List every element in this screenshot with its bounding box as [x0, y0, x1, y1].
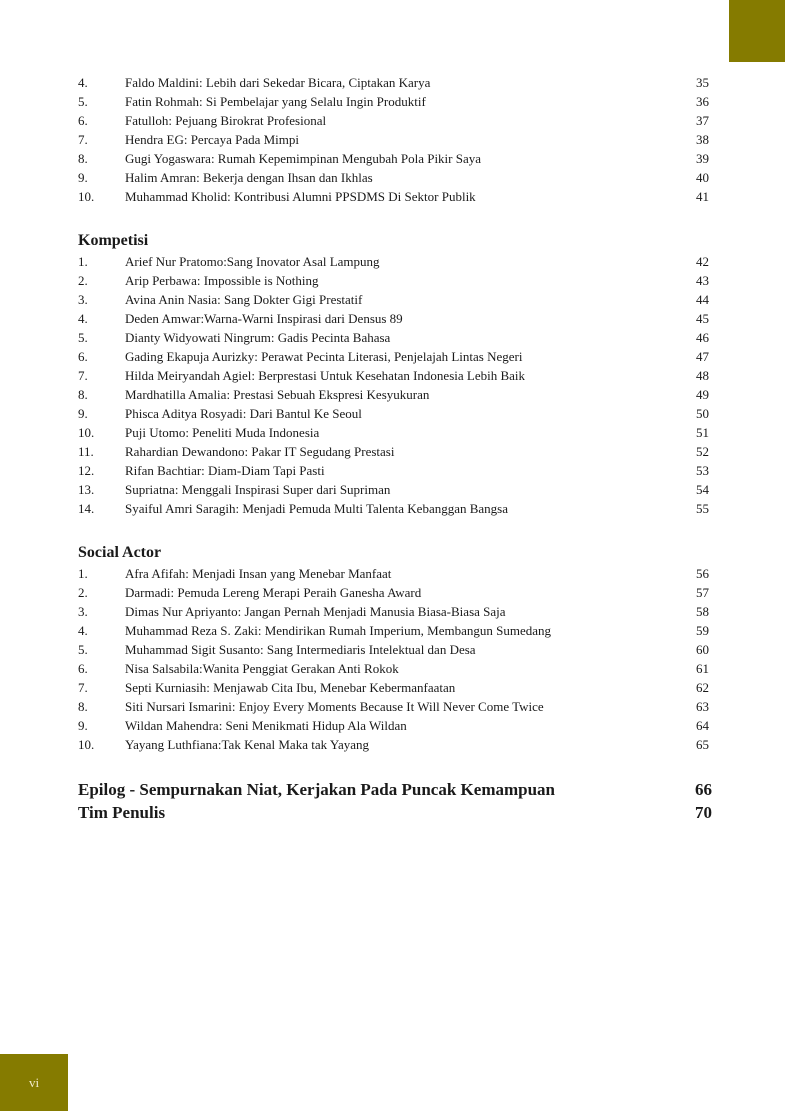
entry-page: 61 [696, 661, 709, 676]
toc-entry[interactable] [78, 404, 712, 423]
entry-page: 59 [696, 623, 709, 638]
entry-number: 4. [78, 623, 88, 638]
entry-number: 5. [78, 330, 88, 345]
entry-title: Hendra EG: Percaya Pada Mimpi [125, 132, 300, 147]
entry-page: 65 [696, 737, 709, 752]
footer-entries [78, 778, 712, 824]
toc-entry[interactable] [78, 252, 712, 271]
entry-number: 10. [78, 189, 95, 204]
entry-page: 46 [696, 330, 709, 345]
entry-title: Hilda Meiryandah Agiel: Berprestasi Untuk Kesehatan Indonesia Lebih Baik [125, 368, 526, 383]
entry-number: 8. [78, 151, 88, 166]
entry-title: Muhammad Kholid: Kontribusi Alumni PPSDMS Di Sektor Publik [125, 189, 476, 204]
section-title: Kompetisi [78, 232, 149, 249]
entry-number: 7. [78, 368, 88, 383]
entry-title: Muhammad Sigit Susanto: Sang Intermediaris Intelektual dan Desa [125, 642, 476, 657]
entry-page: 62 [696, 680, 709, 695]
entry-list [78, 252, 712, 518]
entry-number: 14. [78, 501, 95, 516]
entry-title: Arief Nur Pratomo:Sang Inovator Asal Lampung [125, 254, 380, 269]
entry-page: 55 [696, 501, 709, 516]
toc-entry[interactable] [78, 583, 712, 602]
entry-title: Faldo Maldini: Lebih dari Sekedar Bicara, Ciptakan Karya [125, 75, 431, 90]
entry-title: Wildan Mahendra: Seni Menikmati Hidup Ala Wildan [125, 718, 407, 733]
entry-page: 47 [696, 349, 709, 364]
section-title: Social Actor [78, 544, 162, 561]
entry-list [78, 564, 712, 754]
entry-title: Fatin Rohmah: Si Pembelajar yang Selalu Ingin Produktif [125, 94, 426, 109]
entry-number: 6. [78, 661, 88, 676]
toc-entry[interactable] [78, 149, 712, 168]
corner-tab [729, 0, 785, 62]
entry-number: 3. [78, 292, 88, 307]
entry-title: Arip Perbawa: Impossible is Nothing [125, 273, 319, 288]
entry-number: 13. [78, 482, 95, 497]
entry-number: 2. [78, 585, 88, 600]
toc-entry[interactable] [78, 423, 712, 442]
toc-entry[interactable] [78, 442, 712, 461]
toc-entry[interactable] [78, 461, 712, 480]
toc-entry[interactable] [78, 602, 712, 621]
entry-page: 63 [696, 699, 709, 714]
toc-entry[interactable] [78, 499, 712, 518]
entry-title: Gading Ekapuja Aurizky: Perawat Pecinta Literasi, Penjelajah Lintas Negeri [125, 349, 523, 364]
toc-entry[interactable] [78, 347, 712, 366]
entry-page: 43 [696, 273, 709, 288]
entry-number: 10. [78, 737, 95, 752]
entry-number: 2. [78, 273, 88, 288]
toc-entry[interactable] [78, 640, 712, 659]
entry-page: 45 [696, 311, 709, 326]
toc-entry[interactable] [78, 659, 712, 678]
toc-entry[interactable] [78, 73, 712, 92]
entry-number: 11. [78, 444, 94, 459]
entry-title: Darmadi: Pemuda Lereng Merapi Peraih Ganesha Award [125, 585, 422, 600]
page-number: vi [28, 1074, 40, 1090]
entry-number: 5. [78, 642, 88, 657]
entry-title: Yayang Luthfiana:Tak Kenal Maka tak Yayang [125, 737, 369, 752]
entry-title: Muhammad Reza S. Zaki: Mendirikan Rumah Imperium, Membangun Sumedang [125, 623, 552, 638]
toc-entry[interactable] [78, 328, 712, 347]
entry-page: 41 [696, 189, 709, 204]
toc-entry[interactable] [78, 130, 712, 149]
entry-number: 4. [78, 75, 88, 90]
toc-entry[interactable] [78, 92, 712, 111]
entry-page: 38 [696, 132, 709, 147]
entry-title: Phisca Aditya Rosyadi: Dari Bantul Ke Seoul [125, 406, 362, 421]
entry-page: 49 [696, 387, 709, 402]
toc-entry[interactable] [78, 187, 712, 206]
entry-number: 6. [78, 349, 88, 364]
toc-entry[interactable] [78, 678, 712, 697]
entry-number: 12. [78, 463, 95, 478]
entry-title: Syaiful Amri Saragih: Menjadi Pemuda Multi Talenta Kebanggan Bangsa [125, 501, 508, 516]
entry-page: 39 [696, 151, 709, 166]
entry-number: 1. [78, 566, 88, 581]
entry-title: Mardhatilla Amalia: Prestasi Sebuah Ekspresi Kesyukuran [125, 387, 430, 402]
entry-title: Rahardian Dewandono: Pakar IT Segudang Prestasi [125, 444, 395, 459]
entry-page: 56 [696, 566, 709, 581]
entry-title: Puji Utomo: Peneliti Muda Indonesia [125, 425, 320, 440]
toc-entry-epilog[interactable] [78, 778, 712, 801]
entry-number: 8. [78, 699, 88, 714]
entry-number: 7. [78, 680, 88, 695]
entry-title: Afra Afifah: Menjadi Insan yang Menebar Manfaat [125, 566, 392, 581]
entry-title: Dimas Nur Apriyanto: Jangan Pernah Menjadi Manusia Biasa-Biasa Saja [125, 604, 506, 619]
page-number-badge [0, 1054, 68, 1111]
entry-list [78, 73, 712, 206]
entry-number: 10. [78, 425, 95, 440]
entry-page: 42 [696, 254, 709, 269]
entry-title: Tim Penulis [78, 803, 166, 822]
entry-number: 9. [78, 170, 88, 185]
entry-page: 60 [696, 642, 709, 657]
entry-title: Dianty Widyowati Ningrum: Gadis Pecinta Bahasa [125, 330, 391, 345]
toc-entry[interactable] [78, 564, 712, 583]
entry-page: 52 [696, 444, 709, 459]
entry-page: 44 [696, 292, 709, 307]
entry-number: 7. [78, 132, 88, 147]
entry-title: Avina Anin Nasia: Sang Dokter Gigi Prestatif [125, 292, 363, 307]
toc-entry[interactable] [78, 168, 712, 187]
entry-page: 51 [696, 425, 709, 440]
entry-page: 57 [696, 585, 709, 600]
entry-title: Septi Kurniasih: Menjawab Cita Ibu, Menebar Kebermanfaatan [125, 680, 456, 695]
toc-entry[interactable] [78, 385, 712, 404]
entry-number: 9. [78, 406, 88, 421]
entry-page: 66 [695, 780, 712, 799]
entry-title: Deden Amwar:Warna-Warni Inspirasi dari Densus 89 [125, 311, 403, 326]
entry-number: 8. [78, 387, 88, 402]
entry-page: 36 [696, 94, 709, 109]
toc-entry[interactable] [78, 111, 712, 130]
entry-title: Halim Amran: Bekerja dengan Ihsan dan Ikhlas [125, 170, 373, 185]
entry-page: 53 [696, 463, 709, 478]
entry-page: 54 [696, 482, 709, 497]
entry-title: Epilog - Sempurnakan Niat, Kerjakan Pada Puncak Kemampuan [78, 780, 556, 799]
entry-page: 48 [696, 368, 709, 383]
toc-entry[interactable] [78, 290, 712, 309]
toc-entry[interactable] [78, 716, 712, 735]
entry-number: 6. [78, 113, 88, 128]
entry-title: Nisa Salsabila:Wanita Penggiat Gerakan Anti Rokok [125, 661, 399, 676]
section-kompetisi [78, 230, 712, 518]
entry-page: 64 [696, 718, 709, 733]
entry-page: 58 [696, 604, 709, 619]
toc-entry[interactable] [78, 735, 712, 754]
toc-entry[interactable] [78, 480, 712, 499]
toc-entry[interactable] [78, 309, 712, 328]
entry-title: Fatulloh: Pejuang Birokrat Profesional [125, 113, 327, 128]
entry-title: Supriatna: Menggali Inspirasi Super dari Supriman [125, 482, 391, 497]
toc-entry[interactable] [78, 271, 712, 290]
entry-page: 70 [695, 803, 712, 822]
toc-entry[interactable] [78, 697, 712, 716]
entry-page: 35 [696, 75, 709, 90]
entry-page: 37 [696, 113, 709, 128]
toc-entry[interactable] [78, 621, 712, 640]
entry-page: 40 [696, 170, 709, 185]
entry-number: 5. [78, 94, 88, 109]
toc-entry-tim-penulis[interactable] [78, 801, 712, 824]
entry-title: Rifan Bachtiar: Diam-Diam Tapi Pasti [125, 463, 325, 478]
section-social-actor [78, 542, 712, 754]
table-of-contents [78, 73, 712, 824]
entry-page: 50 [696, 406, 709, 421]
entry-number: 9. [78, 718, 88, 733]
toc-entry[interactable] [78, 366, 712, 385]
entry-number: 3. [78, 604, 88, 619]
section-continued [78, 73, 712, 206]
entry-title: Siti Nursari Ismarini: Enjoy Every Moments Because It Will Never Come Twice [125, 699, 544, 714]
entry-number: 4. [78, 311, 88, 326]
entry-title: Gugi Yogaswara: Rumah Kepemimpinan Mengubah Pola Pikir Saya [125, 151, 482, 166]
entry-number: 1. [78, 254, 88, 269]
